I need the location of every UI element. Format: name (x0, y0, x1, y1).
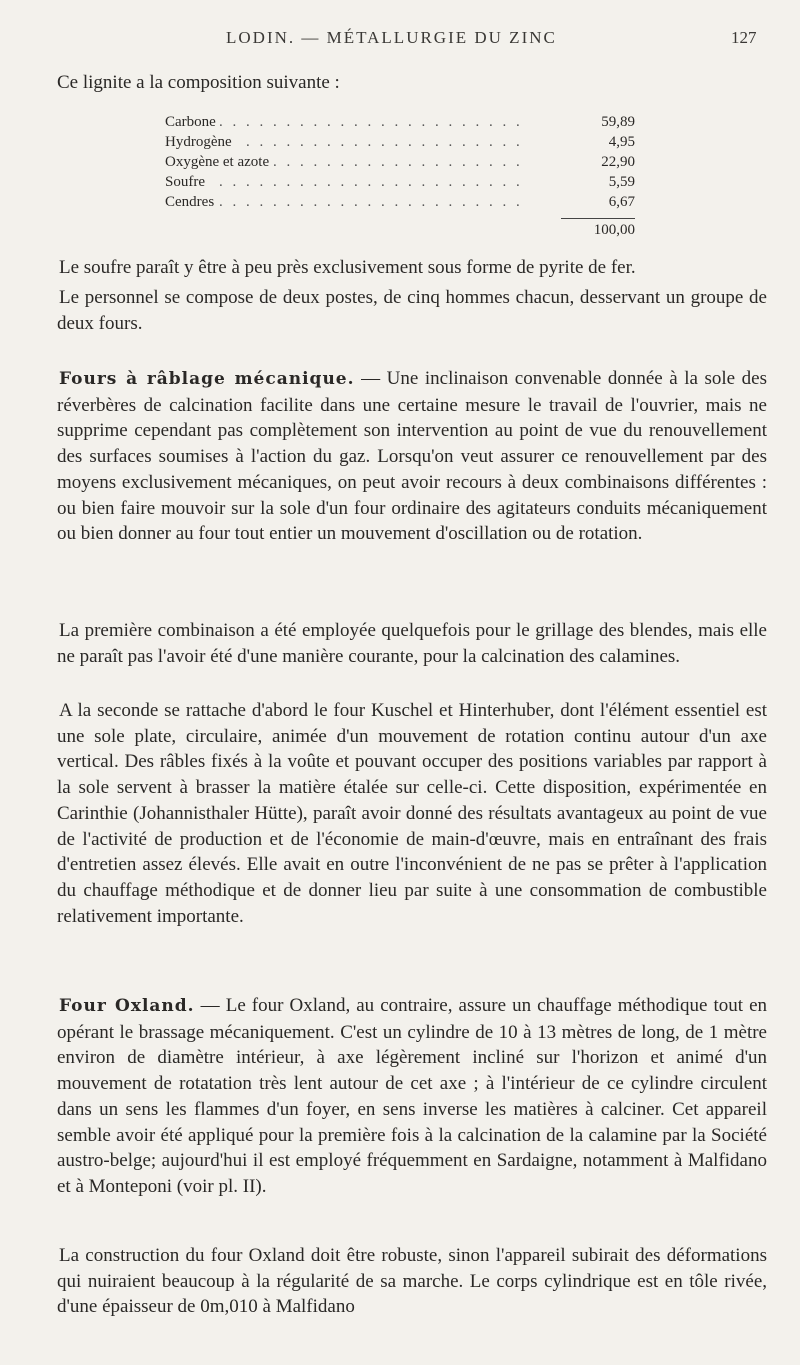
paragraph-pyrite: Le soufre paraît y être à peu près exclusivement sous forme de pyrite de fer. (59, 257, 636, 278)
page-number: 127 (731, 28, 757, 47)
composition-label: Cendres (165, 192, 218, 212)
paragraph-rablage-body: — Une inclinaison convenable donnée à la sole des réverbères de calcination facilite dans une certaine mesure le travail de l'ouvrier, mais ne supprime cependant pas complètement son intervention au point de vue du renouvellement des surfaces soumises à l'action du gaz. Lorsqu'on veut assurer ce renouvellement par des moyens exclusivement mécaniques, on peut avoir recours à deux combinaisons différentes : ou bien faire mouvoir sur la sole d'un four ordinaire des agitateurs conduits mécaniquement ou bien donner au four tout entier un mouvement d'oscillation ou de rotation. (57, 368, 767, 545)
composition-label: Carbone (165, 112, 220, 132)
paragraph-oxland (57, 993, 767, 1200)
composition-table (165, 112, 635, 238)
composition-label: Oxygène et azote (165, 152, 273, 172)
paragraph-construction: La construction du four Oxland doit être robuste, sinon l'appareil subirait des déformations qui nuiraient beaucoup à la régularité de sa marche. Le corps cylindrique est en tôle rivée, d'une épaisseur de 0m,010 à Malfidano (57, 1245, 767, 1318)
composition-label: Soufre (165, 172, 209, 192)
paragraph-kuschel: A la seconde se rattache d'abord le four Kuschel et Hinterhuber, dont l'élément essentiel est une sole plate, circulaire, animée d'un mouvement de rotation continu autour d'un axe vertical. Des râbles fixés à la voûte et pouvant occuper des positions variables par rapport à la sole servent à brasser la matière étalée sur celle-ci. Cette disposition, expérimentée en Carinthie (Johannisthaler Hütte), paraît avoir donné des résultats avantageux au point de vue de l'activité de production et de l'économie de main-d'œuvre, mais en entraînant des frais d'entretien assez élevés. Elle avait en outre l'inconvénient de ne pas se prêter à l'application du chauffage méthodique et de donner lieu par suite à une consommation de combustible relativement importante. (57, 700, 767, 927)
composition-row (165, 172, 635, 192)
section-heading-rablage: Fours à râblage mécanique. (59, 369, 355, 389)
composition-value: 5,59 (608, 174, 635, 190)
paragraph-oxland-body: — Le four Oxland, au contraire, assure un chauffage méthodique tout en opérant le brassage mécaniquement. C'est un cylindre de 10 à 13 mètres de long, de 1 mètre environ de diamètre intérieur, à axe légèrement incliné sur l'horizon et animé d'un mouvement de rotatation très lent autour de cet axe ; à l'intérieur de ce cylindre circulent dans un sens les flammes d'un foyer, en sens inverse les matières à calciner. Cet appareil semble avoir été appliqué pour la première fois à la calcination de la calamine par la Société austro-belge; aujourd'hui il est employé fréquemment en Sardaigne, notamment à Malfidano et à Monteponi (voir pl. II). (57, 995, 768, 1197)
paragraph-personnel: Le personnel se compose de deux postes, de cinq hommes chacun, desservant un groupe de deux fours. (57, 287, 767, 334)
composition-row (165, 152, 635, 172)
leader-dots (165, 192, 520, 212)
composition-value: 22,90 (601, 154, 635, 170)
composition-value: 59,89 (601, 114, 635, 130)
leader-dots (165, 172, 520, 192)
composition-label: Hydrogène (165, 132, 236, 152)
composition-value: 6,67 (608, 194, 635, 210)
composition-row (165, 132, 635, 152)
running-title: LODIN. — MÉTALLURGIE DU ZINC (226, 28, 557, 47)
total-rule (561, 218, 635, 219)
composition-value: 4,95 (608, 134, 635, 150)
paragraph-first-combination: La première combinaison a été employée quelquefois pour le grillage des blendes, mais elle ne paraît pas l'avoir été d'une manière courante, pour la calcination des calamines. (57, 620, 767, 667)
paragraph-rablage (57, 366, 767, 547)
running-header (0, 28, 800, 54)
composition-intro: Ce lignite a la composition suivante : (57, 72, 340, 93)
composition-row (165, 112, 635, 132)
composition-row (165, 192, 635, 212)
composition-total: 100,00 (593, 222, 635, 238)
section-heading-oxland: Four Oxland. (59, 996, 195, 1016)
